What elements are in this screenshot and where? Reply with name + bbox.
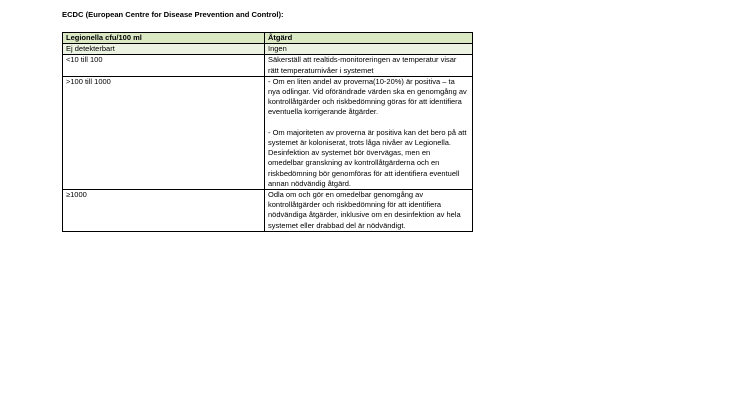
table-row (63, 44, 473, 55)
table-header-row (63, 33, 473, 44)
action-text: Säkerställ att realtids-monitoreringen av temperatur visar rätt temperaturnivåer i systemet (268, 55, 457, 75)
level-cell: >100 till 1000 (63, 76, 265, 189)
header-action: Åtgärd (265, 33, 473, 44)
action-text-majority: - Om majoriteten av proverna är positiva kan det bero på att systemet är koloniserat, trots låga nivåer av Legionella. Desinfektion av systemet bör övervägas, men en omedelbar granskning av kontrollåtgärderna och en riskbedömning bör genomföras för att identifiera eventuell annan nödvändig åtgärd. (268, 127, 467, 188)
action-cell (265, 44, 473, 55)
action-text-minority: - Om en liten andel av proverna(10-20%) är positiva – ta nya odlingar. Vid oförändrade värden ska en genomgång av kontrollåtgärder och riskbedömning göras för att identifiera eventuella korrigerande åtgärder. (268, 76, 467, 117)
action-text: Odla om och gör en omedelbar genomgång av kontrollåtgärder och riskbedömning för att identifiera nödvändiga åtgärder, inklusive om en desinfektion av hela systemet eller drabbad del är nödvändigt. (268, 190, 461, 230)
level-cell: <10 till 100 (63, 55, 265, 76)
document-title: ECDC (European Centre for Disease Prevention and Control): (62, 10, 284, 19)
action-cell (265, 76, 473, 189)
table-row (63, 190, 473, 232)
level-cell: Ej detekterbart (63, 44, 265, 55)
table-row (63, 76, 473, 189)
paragraph-spacer (268, 118, 469, 128)
table-row (63, 55, 473, 76)
action-text: Ingen (268, 44, 287, 54)
legionella-action-table (62, 32, 473, 232)
header-legionella-level: Legionella cfu/100 ml (63, 33, 265, 44)
level-cell: ≥1000 (63, 190, 265, 232)
action-cell (265, 190, 473, 232)
action-cell (265, 55, 473, 76)
